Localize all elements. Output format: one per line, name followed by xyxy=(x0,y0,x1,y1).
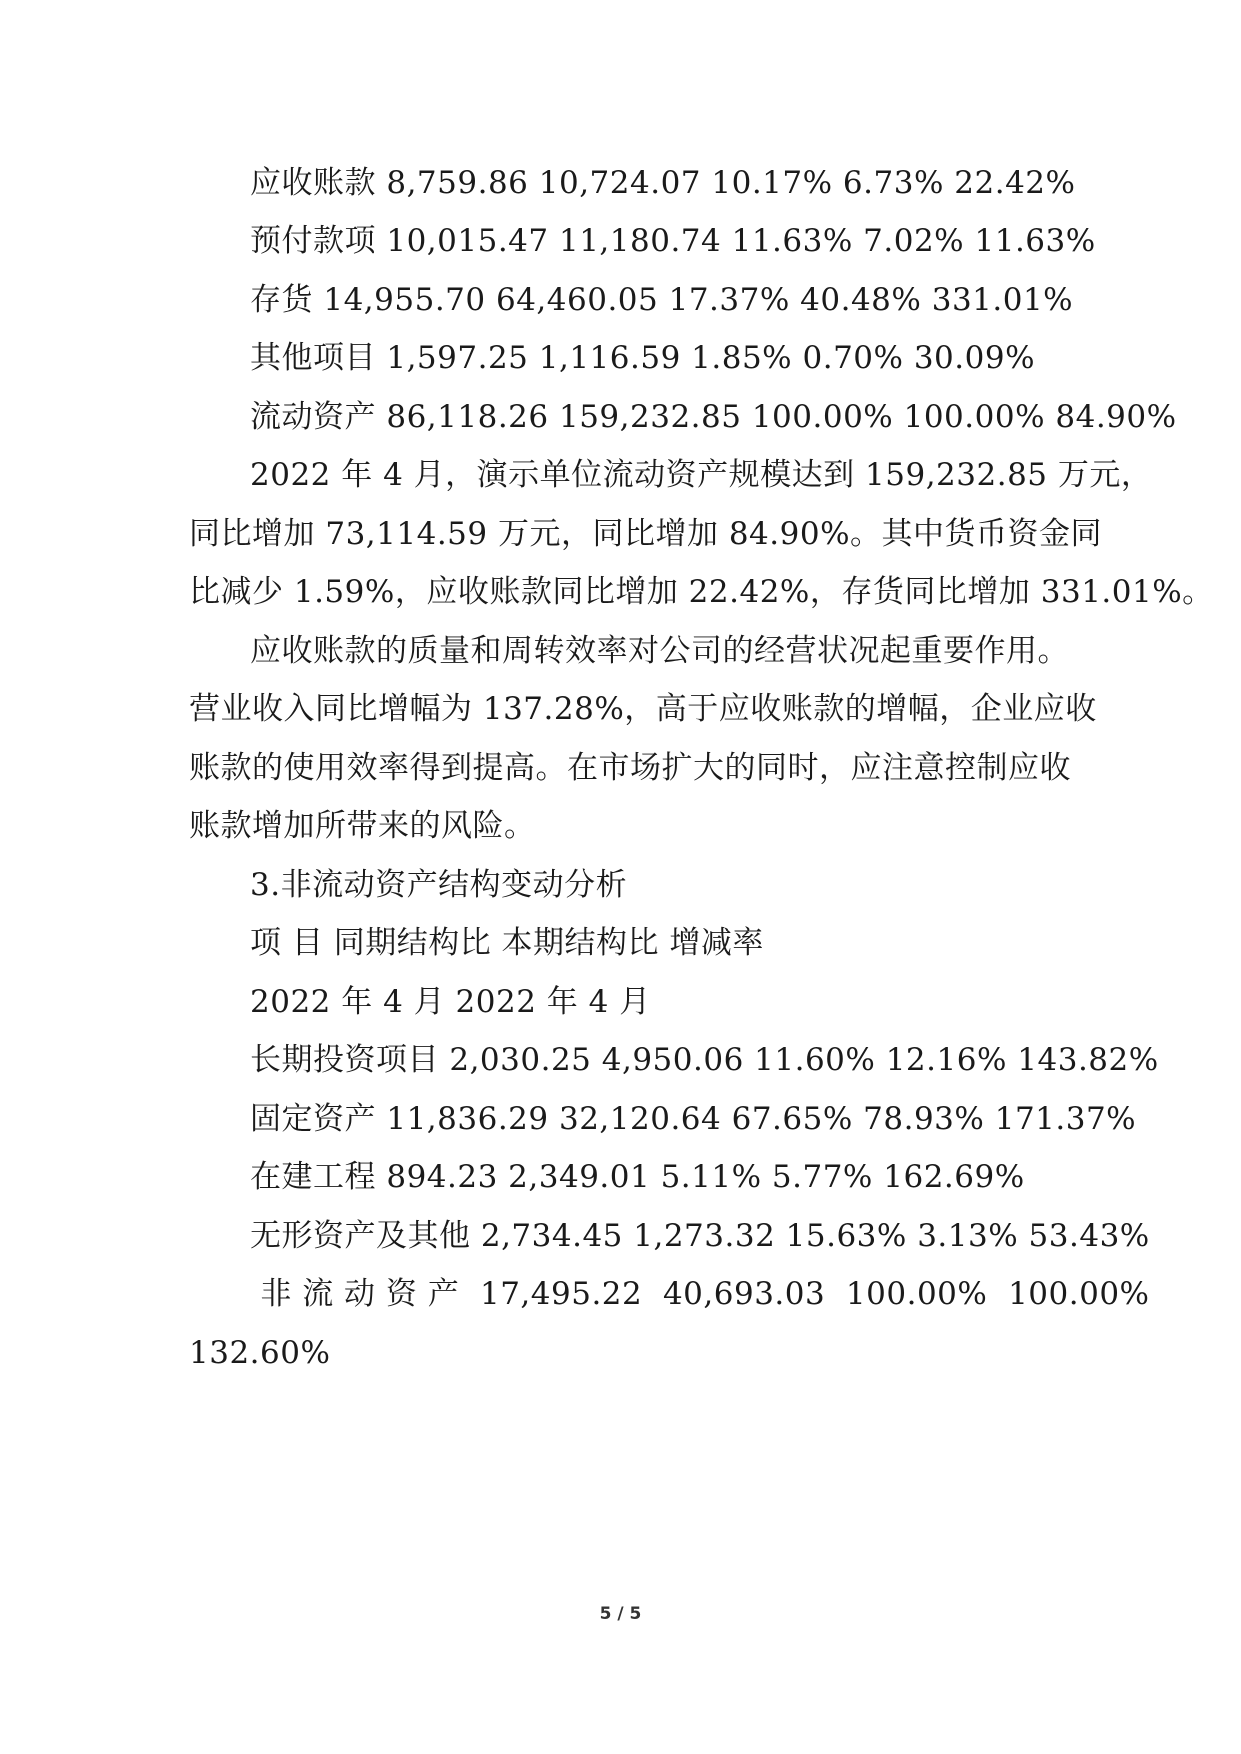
table-row-non-current-assets-rate: 132.60% xyxy=(189,1335,331,1371)
paragraph-line: 账款的使用效率得到提高。在市场扩大的同时，应注意控制应收 xyxy=(189,750,1071,786)
table-row-accounts-receivable: 应收账款 8,759.86 10,724.07 10.17% 6.73% 22.42% xyxy=(250,165,1076,201)
table-row-fixed-assets: 固定资产 11,836.29 32,120.64 67.65% 78.93% 171.37% xyxy=(250,1101,1137,1137)
table-header: 项 目 同期结构比 本期结构比 增减率 xyxy=(250,925,764,961)
table-row-prepayments: 预付款项 10,015.47 11,180.74 11.63% 7.02% 11.63% xyxy=(250,223,1096,259)
table-row-intangible-assets: 无形资产及其他 2,734.45 1,273.32 15.63% 3.13% 53.43% xyxy=(250,1218,1150,1254)
paragraph-line: 比减少 1.59%，应收账款同比增加 22.42%，存货同比增加 331.01%。 xyxy=(189,574,1214,610)
table-row-other-items: 其他项目 1,597.25 1,116.59 1.85% 0.70% 30.09% xyxy=(250,340,1036,376)
paragraph-line: 账款增加所带来的风险。 xyxy=(189,808,536,844)
section-heading: 3.非流动资产结构变动分析 xyxy=(250,867,628,903)
table-row-non-current-assets: 非 流 动 资 产 17,495.22 40,693.03 100.00% 100.00% xyxy=(250,1276,1150,1312)
table-row-long-term-investment: 长期投资项目 2,030.25 4,950.06 11.60% 12.16% 143.82% xyxy=(250,1042,1159,1078)
table-row-inventory: 存货 14,955.70 64,460.05 17.37% 40.48% 331.01% xyxy=(250,282,1074,318)
table-row-construction-in-progress: 在建工程 894.23 2,349.01 5.11% 5.77% 162.69% xyxy=(250,1159,1025,1195)
paragraph-line: 2022 年 4 月，演示单位流动资产规模达到 159,232.85 万元， xyxy=(250,457,1153,493)
table-subheader: 2022 年 4 月 2022 年 4 月 xyxy=(250,984,651,1020)
paragraph-line: 营业收入同比增幅为 137.28%，高于应收账款的增幅，企业应收 xyxy=(189,691,1097,727)
paragraph-line: 应收账款的质量和周转效率对公司的经营状况起重要作用。 xyxy=(250,633,1069,669)
table-row-current-assets: 流动资产 86,118.26 159,232.85 100.00% 100.00% 84.90% xyxy=(250,399,1177,435)
paragraph-line: 同比增加 73,114.59 万元，同比增加 84.90%。其中货币资金同 xyxy=(189,516,1103,552)
page-number: 5 / 5 xyxy=(599,1604,642,1624)
